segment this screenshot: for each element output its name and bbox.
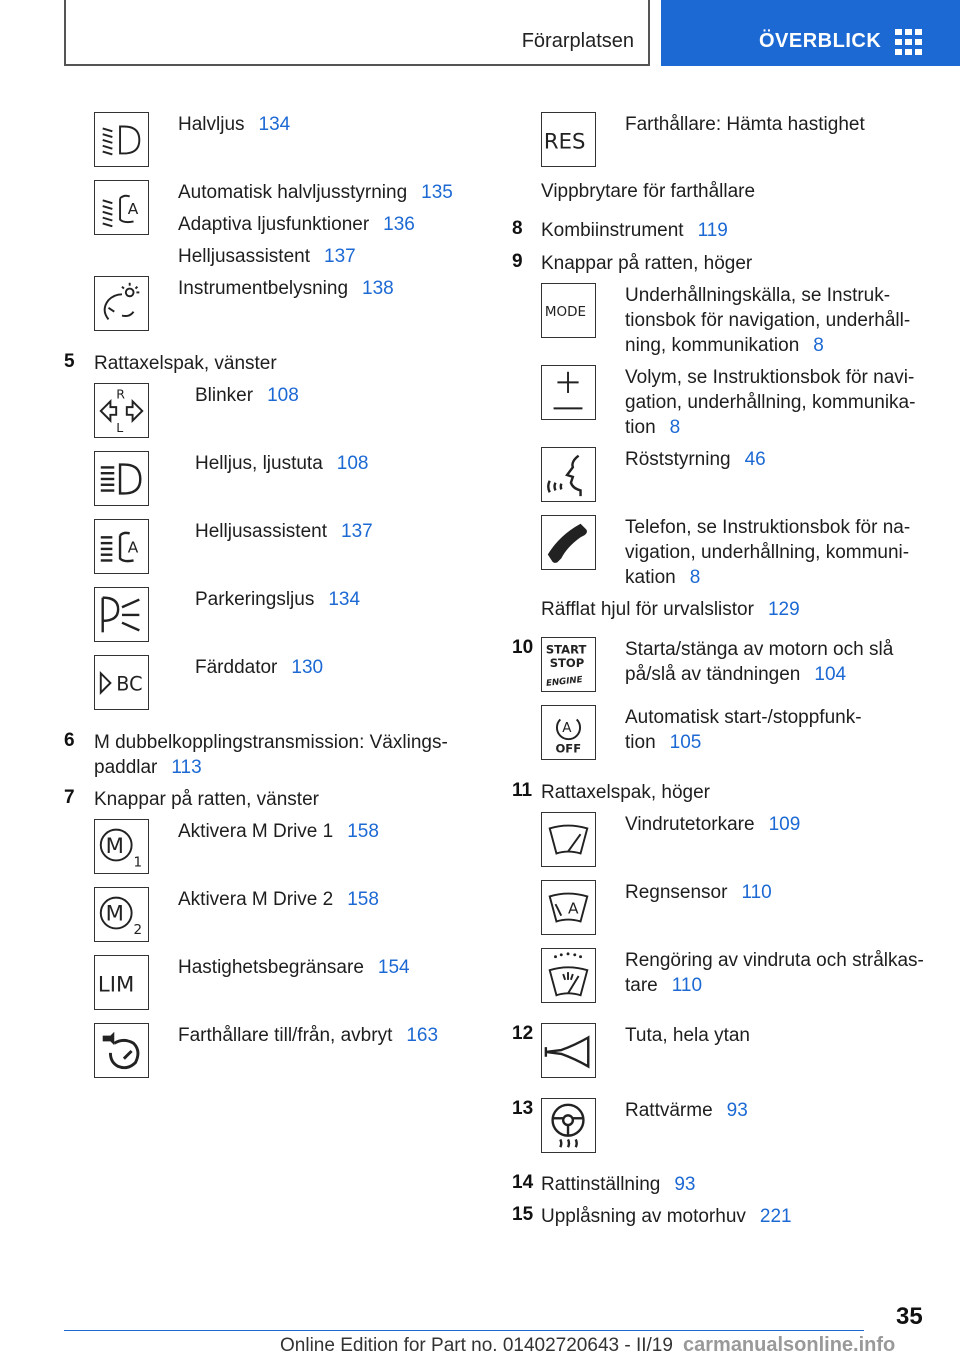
item-7-label: Knappar på ratten, vänster — [94, 789, 319, 810]
turn-signal-icon-r: R — [116, 386, 125, 402]
high-beam-flash-entry — [195, 451, 368, 476]
watermark: carmanualsonline.info — [683, 1334, 896, 1356]
mode-line3-entry — [625, 333, 824, 358]
turn-signal-label: Blinker — [195, 385, 254, 406]
cruise-resume-label: Farthållare: Hämta hastighet — [625, 114, 865, 135]
header-section-title: Förarplatsen — [521, 30, 634, 52]
rain-sensor-icon — [541, 880, 596, 935]
footer-divider — [64, 1330, 864, 1331]
high-beam-assist-2-page-link[interactable]: 137 — [341, 521, 373, 542]
knurled-wheel-page-link[interactable]: 129 — [767, 599, 800, 620]
item-15-entry — [541, 1204, 792, 1229]
rain-sensor-entry — [625, 880, 772, 905]
cruise-resume-icon-text: RES — [543, 128, 586, 154]
item-13-number: 13 — [512, 1098, 534, 1119]
item-6-number: 6 — [64, 730, 75, 751]
header-chapter-title: ÖVERBLICK — [759, 30, 882, 52]
trip-computer-icon-text: BC — [116, 672, 143, 696]
wipers-icon — [541, 812, 596, 867]
item-10-number: 10 — [512, 637, 534, 658]
washer-line2-entry — [625, 973, 702, 998]
high-beam-assist-icon — [94, 519, 149, 574]
wipers-entry — [625, 812, 800, 837]
volume-page-link[interactable]: 8 — [669, 417, 681, 438]
adaptive-light-page-link[interactable]: 136 — [383, 214, 415, 235]
mode-line3: ning, kommunikation — [625, 335, 800, 356]
auto-start-stop-line2: tion — [625, 732, 656, 753]
turn-signal-page-link[interactable]: 108 — [267, 385, 299, 406]
washer-page-link[interactable]: 110 — [671, 975, 703, 996]
high-beam-assist-2-entry — [195, 519, 373, 544]
volume-line3: tion — [625, 417, 656, 438]
item-8-label: Kombiinstrument — [541, 220, 684, 241]
m-drive-1-page-link[interactable]: 158 — [347, 821, 379, 842]
mode-line2: tionsbok för navigation, underhåll- — [625, 310, 911, 331]
auto-high-beam-icon — [94, 180, 149, 235]
rain-sensor-page-link[interactable]: 110 — [741, 882, 772, 903]
voice-control-page-link[interactable]: 46 — [744, 449, 766, 470]
low-beam-label: Halvljus — [178, 114, 245, 135]
parking-lights-page-link[interactable]: 134 — [328, 589, 361, 610]
grid-menu-icon[interactable] — [895, 29, 922, 55]
washer-line2: tare — [625, 975, 658, 996]
mode-line1: Underhållningskälla, se Instruk- — [625, 285, 891, 306]
m-drive-2-label: Aktivera M Drive 2 — [178, 889, 334, 910]
item-11-label: Rattaxelspak, höger — [541, 782, 710, 803]
footer-edition: Online Edition for Part no. 01402720643 - II/19 — [280, 1335, 673, 1356]
high-beam-assist-2-label: Helljusassistent — [195, 521, 327, 542]
item-5-label: Rattaxelspak, vänster — [94, 353, 277, 374]
cruise-resume-icon — [541, 112, 596, 167]
cruise-toggle-page-link[interactable]: 163 — [406, 1025, 439, 1046]
volume-line1: Volym, se Instruktionsbok för navi- — [625, 367, 915, 388]
item-14-entry — [541, 1172, 695, 1197]
item-9-number: 9 — [512, 251, 523, 272]
cruise-toggle-entry — [178, 1023, 438, 1048]
m-drive-1-label: Aktivera M Drive 1 — [178, 821, 334, 842]
item-14-number: 14 — [512, 1172, 534, 1193]
m-drive-2-icon-m: M — [105, 900, 124, 926]
volume-icon — [541, 365, 596, 420]
trip-computer-label: Färddator — [195, 657, 278, 678]
item-10-line2-entry — [625, 662, 846, 687]
page-number: 35 — [896, 1303, 923, 1330]
knurled-wheel-label: Räfflat hjul för urvalslistor — [541, 599, 754, 620]
item-5-number: 5 — [64, 351, 75, 372]
speed-limiter-icon — [94, 955, 149, 1010]
svg-text:A: A — [127, 538, 139, 557]
header-chapter-tab[interactable] — [661, 0, 960, 66]
phone-page-link[interactable]: 8 — [689, 567, 701, 588]
trip-computer-page-link[interactable]: 130 — [291, 657, 324, 678]
phone-line2: vigation, underhållning, kommuni- — [625, 542, 910, 563]
item-9-label: Knappar på ratten, höger — [541, 253, 753, 274]
item-11-number: 11 — [512, 780, 533, 801]
phone-line3-entry — [625, 565, 700, 590]
parking-lights-entry — [195, 587, 360, 612]
instrument-lighting-entry — [178, 276, 394, 301]
auto-low-beam-page-link[interactable]: 135 — [421, 182, 453, 203]
item-12-number: 12 — [512, 1023, 534, 1044]
m-drive-2-icon-sub: 2 — [133, 922, 143, 939]
speed-limiter-icon-text: LIM — [97, 971, 135, 997]
voice-control-label: Röststyrning — [625, 449, 731, 470]
adaptive-light-entry — [178, 212, 415, 237]
phone-line3: kation — [625, 567, 676, 588]
item-12-label: Tuta, hela ytan — [625, 1025, 750, 1046]
svg-text:A: A — [568, 899, 579, 918]
turn-signal-icon-l: L — [116, 420, 124, 436]
m-drive-2-entry — [178, 887, 379, 912]
wipers-page-link[interactable]: 109 — [768, 814, 801, 835]
low-beam-page-link[interactable]: 134 — [258, 114, 291, 135]
auto-start-stop-icon-a: A — [562, 720, 572, 737]
auto-start-stop-line1: Automatisk start-/stoppfunk- — [625, 707, 862, 728]
item-6-line2: paddlar — [94, 757, 158, 778]
wipers-label: Vindrutetorkare — [625, 814, 755, 835]
m-drive-1-icon — [94, 819, 149, 874]
high-beam-icon — [94, 451, 149, 506]
cruise-rocker-label: Vippbrytare för farthållare — [541, 181, 756, 202]
item-6-line2-entry — [94, 755, 202, 780]
start-stop-icon-engine: ENGINE — [545, 675, 584, 689]
mode-button-icon — [541, 283, 596, 338]
item-10-line1: Starta/stänga av motorn och slå — [625, 639, 894, 660]
item-13-entry — [625, 1098, 748, 1123]
item-15-page-link[interactable]: 221 — [759, 1206, 792, 1227]
trip-computer-entry — [195, 655, 323, 680]
high-beam-assist-label: Helljusassistent — [178, 246, 310, 267]
item-15-label: Upplåsning av motorhuv — [541, 1206, 746, 1227]
mode-page-link[interactable]: 8 — [813, 335, 824, 356]
auto-start-stop-line2-entry — [625, 730, 701, 755]
instrument-lighting-label: Instrumentbelysning — [178, 278, 349, 299]
m-drive-1-icon-sub: 1 — [133, 854, 143, 871]
item-6-line1: M dubbelkopplingstransmission: Växlings- — [94, 732, 448, 753]
item-14-page-link[interactable]: 93 — [674, 1174, 696, 1195]
high-beam-assist-page-link[interactable]: 137 — [324, 246, 356, 267]
item-15-number: 15 — [512, 1204, 534, 1225]
svg-text:A: A — [127, 199, 139, 218]
item-14-label: Rattinställning — [541, 1174, 661, 1195]
item-6-page-link[interactable]: 113 — [171, 757, 202, 778]
horn-icon — [541, 1023, 596, 1078]
turn-signal-entry — [195, 383, 299, 408]
item-10-line2: på/slå av tändningen — [625, 664, 801, 685]
auto-low-beam-entry — [178, 180, 453, 205]
speed-limiter-entry — [178, 955, 410, 980]
item-7-number: 7 — [64, 787, 75, 808]
rain-sensor-label: Regnsensor — [625, 882, 728, 903]
m-drive-1-entry — [178, 819, 379, 844]
item-8-entry — [541, 218, 728, 243]
cruise-toggle-label: Farthållare till/från, avbryt — [178, 1025, 393, 1046]
auto-low-beam-label: Automatisk halvljusstyrning — [178, 182, 408, 203]
item-8-number: 8 — [512, 218, 523, 239]
speed-limiter-page-link[interactable]: 154 — [377, 957, 410, 978]
parking-lights-icon — [94, 587, 149, 642]
auto-start-stop-page-link[interactable]: 105 — [669, 732, 702, 753]
item-13-page-link[interactable]: 93 — [726, 1100, 748, 1121]
adaptive-light-label: Adaptiva ljusfunktioner — [178, 214, 370, 235]
voice-control-icon — [541, 447, 596, 502]
low-beam-icon — [94, 112, 149, 167]
start-stop-button-icon — [541, 637, 596, 692]
high-beam-flash-page-link[interactable]: 108 — [336, 453, 369, 474]
high-beam-assist-entry — [178, 244, 356, 269]
parking-lights-label: Parkeringsljus — [195, 589, 315, 610]
item-8-page-link[interactable]: 119 — [697, 220, 728, 241]
auto-start-stop-icon — [541, 705, 596, 760]
low-beam-entry — [178, 112, 290, 137]
item-13-label: Rattvärme — [625, 1100, 713, 1121]
instrument-lighting-icon — [94, 276, 149, 331]
m-drive-2-icon — [94, 887, 149, 942]
volume-line2: gation, underhållning, kommunika- — [625, 392, 916, 413]
cruise-control-icon — [94, 1023, 149, 1078]
start-stop-icon-start: START — [545, 642, 587, 657]
mode-icon-text: MODE — [544, 303, 587, 320]
item-10-page-link[interactable]: 104 — [814, 664, 847, 685]
trip-computer-icon — [94, 655, 149, 710]
m-drive-2-page-link[interactable]: 158 — [347, 889, 379, 910]
phone-icon — [541, 515, 596, 570]
instrument-lighting-page-link[interactable]: 138 — [362, 278, 394, 299]
speed-limiter-label: Hastighetsbegränsare — [178, 957, 364, 978]
volume-line3-entry — [625, 415, 680, 440]
start-stop-icon-stop: STOP — [549, 655, 585, 670]
steering-wheel-heating-icon — [541, 1098, 596, 1153]
washer-line1: Rengöring av vindruta och strålkas- — [625, 950, 924, 971]
washer-icon — [541, 948, 596, 1003]
turn-signal-icon — [94, 383, 149, 438]
header-section-tab — [64, 0, 650, 66]
m-drive-1-icon-m: M — [105, 832, 124, 858]
high-beam-flash-label: Helljus, ljustuta — [195, 453, 323, 474]
phone-line1: Telefon, se Instruktionsbok för na- — [625, 517, 911, 538]
auto-start-stop-icon-off: OFF — [555, 741, 582, 756]
voice-control-entry — [625, 447, 766, 472]
knurled-wheel-entry — [541, 597, 800, 622]
